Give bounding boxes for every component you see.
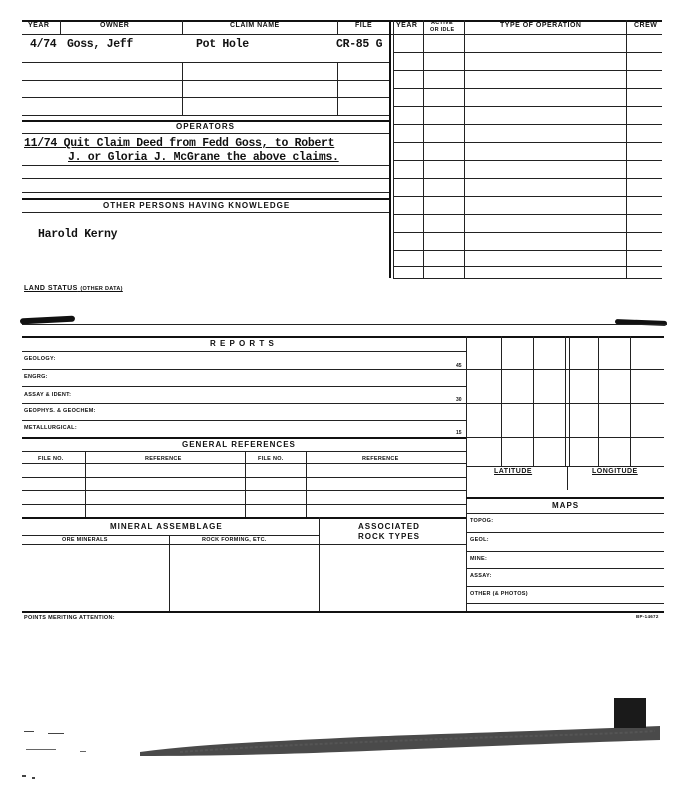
land-status-label: LAND STATUS (OTHER DATA): [24, 285, 123, 292]
gr-header-reference-2: REFERENCE: [362, 456, 399, 462]
scan-noise-smear: [140, 722, 660, 756]
map-mine: MINE:: [470, 556, 488, 562]
report-scale-30: 30: [456, 397, 462, 403]
header-file: FILE: [355, 22, 373, 29]
header-crew: CREW: [634, 22, 658, 29]
general-references-title: GENERAL REFERENCES: [182, 440, 296, 449]
associated-line2: ROCK TYPES: [358, 532, 421, 541]
operators-entry-line2: J. or Gloria J. McGrane the above claims.: [68, 151, 339, 164]
map-other-photos: OTHER (& PHOTOS): [470, 591, 528, 597]
scan-smear-graphic: [140, 722, 660, 756]
header-op-year: YEAR: [396, 22, 418, 29]
gr-header-file-no-2: FILE NO.: [258, 456, 284, 462]
ore-minerals-header: ORE MINERALS: [62, 537, 108, 543]
scan-noise-square: [614, 698, 646, 728]
report-scale-45: 45: [456, 363, 462, 369]
longitude-label: LONGITUDE: [592, 468, 638, 475]
map-geol: GEOL:: [470, 537, 489, 543]
report-engrg: ENGRG:: [24, 374, 48, 380]
header-year: YEAR: [28, 22, 50, 29]
gr-header-reference-1: REFERENCE: [145, 456, 182, 462]
operators-entry-line1: 11/74 Quit Claim Deed from Fedd Goss, to Robert: [24, 137, 335, 150]
map-topog: TOPOG:: [470, 518, 494, 524]
header-claim-name: CLAIM NAME: [230, 22, 280, 29]
scan-dots-graphic: [20, 725, 140, 785]
report-metallurgical: METALLURGICAL:: [24, 425, 77, 431]
claim-owner: Goss, Jeff: [67, 38, 134, 51]
report-geology: GEOLOGY:: [24, 356, 56, 362]
claim-year: 4/74: [30, 38, 57, 51]
rock-forming-header: ROCK FORMING, ETC.: [202, 537, 267, 543]
scan-noise-dots: [20, 725, 140, 785]
other-persons-title: OTHER PERSONS HAVING KNOWLEDGE: [103, 201, 291, 210]
operators-title: OPERATORS: [176, 122, 235, 131]
other-persons-entry: Harold Kerny: [38, 228, 118, 241]
header-or-idle: OR IDLE: [430, 27, 455, 33]
reports-title: R E P O R T S: [210, 339, 275, 348]
map-assay: ASSAY:: [470, 573, 492, 579]
associated-line1: ASSOCIATED: [358, 522, 420, 531]
report-assay: ASSAY & IDENT:: [24, 392, 72, 398]
gr-header-file-no-1: FILE NO.: [38, 456, 64, 462]
report-geophys: GEOPHYS. & GEOCHEM:: [24, 408, 96, 414]
points-meriting-attention: POINTS MERITING ATTENTION:: [24, 615, 115, 621]
claim-file: CR-85 G: [336, 38, 383, 51]
header-type-of-operation: TYPE OF OPERATION: [500, 22, 582, 29]
claim-name: Pot Hole: [196, 38, 249, 51]
header-active: ACTIVE: [431, 20, 453, 26]
report-scale-15: 15: [456, 430, 462, 436]
form-number: BP-14672: [636, 614, 659, 619]
header-owner: OWNER: [100, 22, 130, 29]
maps-title: MAPS: [552, 501, 580, 510]
latitude-label: LATITUDE: [494, 468, 533, 475]
mineral-assemblage-title: MINERAL ASSEMBLAGE: [110, 522, 223, 531]
